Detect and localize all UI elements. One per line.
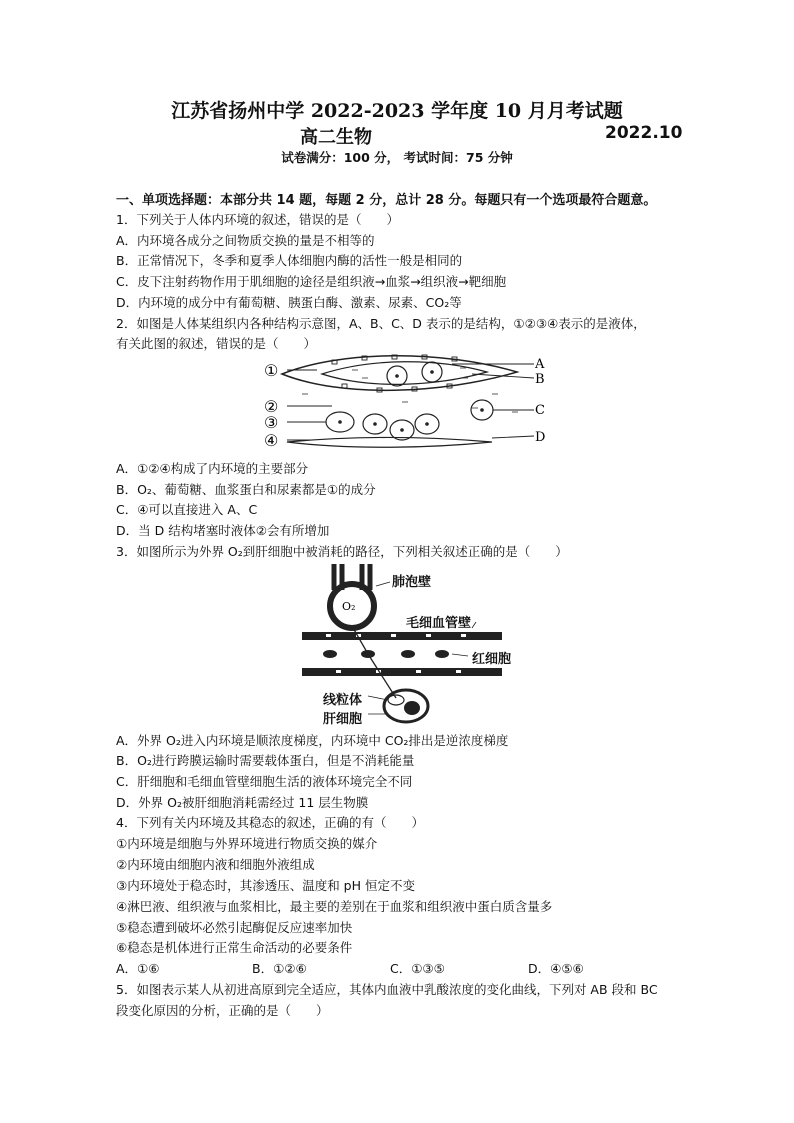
q2-stem-line1: 2．如图是人体某组织内各种结构示意图，A、B、C、D 表示的是结构，①②③④表示的是液体， [116,316,646,331]
label-mitochondria: 线粒体 [323,693,363,708]
exam-title: 江苏省扬州中学 2022-2023 学年度 10 月月考试题 [171,100,623,122]
label-structure-c: C [535,403,545,418]
q3-option-c: C．肝细胞和毛细血管壁细胞生活的液体环境完全不同 [116,774,413,789]
q1-stem: 1．下列关于人体内环境的叙述，错误的是（ ） [116,212,399,227]
exam-date: 2022.10 [605,123,683,143]
q5-stem-line2: 段变化原因的分析，正确的是（ ） [116,1003,329,1018]
label-alveolus: 肺泡壁 [392,575,432,590]
q1-option-b: B．正常情况下，冬季和夏季人体细胞内酶的活性一般是相同的 [116,253,463,268]
q4-option-c: C．①③⑤ [390,961,445,976]
q4-statement-3: ③内环境处于稳态时，其渗透压、温度和 pH 恒定不变 [116,878,415,893]
q2-option-c: C．④可以直接进入 A、C [116,502,258,517]
label-liver-cell: 肝细胞 [323,712,363,727]
label-capillary: 毛细血管壁 [406,616,472,631]
q4-statement-2: ②内环境由细胞内液和细胞外液组成 [116,857,315,872]
q4-option-d: D．④⑤⑥ [528,961,584,976]
label-fluid-3: ③ [264,413,279,432]
q4-stem: 4．下列有关内环境及其稳态的叙述，正确的有（ ） [116,815,424,830]
tissue-structure-diagram [262,352,552,452]
subject-title: 高二生物 [300,127,372,148]
q1-option-d: D．内环境的成分中有葡萄糖、胰蛋白酶、激素、尿素、CO₂等 [116,295,462,310]
label-structure-d: D [535,430,546,445]
q5-stem-line1: 5．如图表示某人从初进高原到完全适应，其体内血液中乳酸浓度的变化曲线，下列对 AB 段和 BC [116,982,658,997]
q4-option-a: A．①⑥ [116,961,160,976]
q4-statement-6: ⑥稳态是机体进行正常生命活动的必要条件 [116,940,353,955]
section-heading: 一、单项选择题：本部分共 14 题，每题 2 分，总计 28 分。每题只有一个选项最符合题意。 [116,193,657,208]
label-rbc: 红细胞 [472,652,512,667]
q4-statement-5: ⑤稳态遭到破坏必然引起酶促反应速率加快 [116,920,353,935]
q3-option-d: D．外界 O₂被肝细胞消耗需经过 11 层生物膜 [116,795,369,810]
label-structure-b: B [535,372,545,387]
q1-option-c: C．皮下注射药物作用于肌细胞的途径是组织液→血浆→组织液→靶细胞 [116,274,507,289]
q3-option-a: A．外界 O₂进入内环境是顺浓度梯度，内环境中 CO₂排出是逆浓度梯度 [116,733,509,748]
q3-stem: 3．如图所示为外界 O₂到肝细胞中被消耗的路径，下列相关叙述正确的是（ ） [116,544,568,559]
q4-statement-1: ①内环境是细胞与外界环境进行物质交换的媒介 [116,836,378,851]
exam-meta: 试卷满分：100 分， 考试时间：75 分钟 [281,150,513,165]
label-structure-a: A [535,357,545,372]
q2-stem-line2: 有关此图的叙述，错误的是（ ） [116,336,317,351]
q2-option-a: A．①②④构成了内环境的主要部分 [116,461,309,476]
q4-option-b: B．①②⑥ [252,961,307,976]
q2-option-b: B．O₂、葡萄糖、血浆蛋白和尿素都是①的成分 [116,482,376,497]
q2-option-d: D．当 D 结构堵塞时液体②会有所增加 [116,523,330,538]
q4-statement-4: ④淋巴液、组织液与血浆相比，最主要的差别在于血浆和组织液中蛋白质含量多 [116,899,553,914]
q1-option-a: A．内环境各成分之间物质交换的量是不相等的 [116,233,375,248]
label-fluid-4: ④ [264,431,279,450]
q3-option-b: B．O₂进行跨膜运输时需要载体蛋白，但是不消耗能量 [116,753,415,768]
label-fluid-1: ① [264,361,279,380]
label-fluid-2: ② [264,397,279,416]
o2-label: O₂ [342,600,356,613]
